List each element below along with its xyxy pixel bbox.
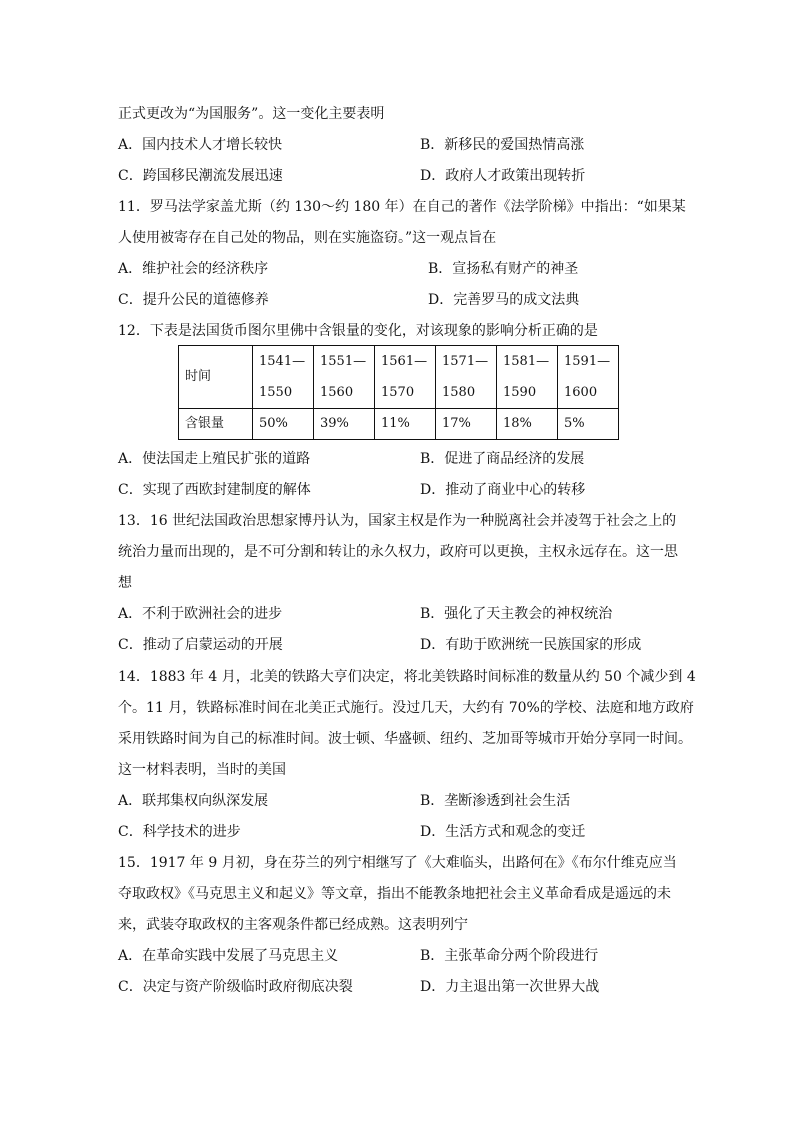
table-header-time: 时间 [179, 346, 253, 409]
q13-stem-line-1: 13．16 世纪法国政治思想家博丹认为，国家主权是作为一种脱离社会并凌驾于社会之上的 [118, 513, 677, 529]
q15-stem-line-1: 15．1917 年 9 月初，身在芬兰的列宁相继写了《大难临头，出路何在》《布尔什维克应当 [118, 855, 677, 871]
q13-option-a: A．不利于欧洲社会的进步 [118, 606, 283, 622]
q11-option-d: D．完善罗马的成文法典 [428, 292, 580, 308]
q11-option-c: C．提升公民的道德修养 [118, 292, 269, 308]
table-cell-silver: 5% [558, 409, 619, 440]
table-cell-silver: 17% [436, 409, 497, 440]
table-cell-period: 1591— 1600 [558, 346, 619, 409]
q14-option-d: D．生活方式和观念的变迁 [420, 824, 586, 840]
q13-option-d: D．有助于欧洲统一民族国家的形成 [420, 637, 642, 653]
q15-option-b: B．主张革命分两个阶段进行 [420, 948, 599, 964]
q11-stem-line-2: 人使用被寄存在自己处的物品，则在实施盗窃。”这一观点旨在 [118, 230, 497, 246]
q14-stem-line-4: 这一材料表明，当时的美国 [118, 762, 286, 778]
q11-option-a: A．维护社会的经济秩序 [118, 261, 269, 277]
q13-stem-line-3: 想 [118, 575, 132, 591]
q14-stem-line-2: 个。11 月，铁路标准时间在北美正式施行。没过几天，大约有 70%的学校、法庭和地方政府 [118, 700, 694, 716]
q10-option-a: A．国内技术人才增长较快 [118, 137, 283, 153]
q12-stem: 12．下表是法国货币图尔里佛中含银量的变化，对该现象的影响分析正确的是 [118, 323, 598, 339]
silver-content-table [178, 345, 619, 440]
table-row-silver [179, 409, 619, 440]
q14-stem-line-1: 14．1883 年 4 月，北美的铁路大亨们决定，将北美铁路时间标准的数量从约 50 个减少到 4 [118, 669, 696, 685]
q11-option-b: B．宣扬私有财产的神圣 [428, 261, 579, 277]
table-row-period [179, 346, 619, 409]
q14-option-b: B．垄断渗透到社会生活 [420, 793, 571, 809]
q15-stem-line-3: 来，武装夺取政权的主客观条件都已经成熟。这表明列宁 [118, 917, 468, 933]
q13-stem-line-2: 统治力量而出现的，是不可分割和转让的永久权力，政府可以更换，主权永远存在。这一思 [118, 544, 678, 560]
table-header-silver: 含银量 [179, 409, 253, 440]
q14-option-a: A．联邦集权向纵深发展 [118, 793, 269, 809]
table-cell-period: 1561— 1570 [375, 346, 436, 409]
q12-option-b: B．促进了商品经济的发展 [420, 451, 585, 467]
table-cell-silver: 39% [314, 409, 375, 440]
q11-stem-line-1: 11．罗马法学家盖尤斯（约 130～约 180 年）在自己的著作《法学阶梯》中指出：“如果某 [118, 199, 686, 215]
q14-option-c: C．科学技术的进步 [118, 824, 241, 840]
q10-option-d: D．政府人才政策出现转折 [420, 168, 586, 184]
q12-option-c: C．实现了西欧封建制度的解体 [118, 482, 311, 498]
q15-option-d: D．力主退出第一次世界大战 [420, 979, 600, 995]
q13-option-c: C．推动了启蒙运动的开展 [118, 637, 283, 653]
table-cell-period: 1541— 1550 [253, 346, 314, 409]
q10-option-b: B．新移民的爱国热情高涨 [420, 137, 585, 153]
q15-stem-line-2: 夺取政权》《马克思主义和起义》等文章，指出不能教条地把社会主义革命看成是遥远的未 [118, 886, 671, 902]
q13-option-b: B．强化了天主教会的神权统治 [420, 606, 613, 622]
table-cell-period: 1581— 1590 [497, 346, 558, 409]
q14-stem-line-3: 采用铁路时间为自己的标准时间。波士顿、华盛顿、纽约、芝加哥等城市开始分享同一时间。 [118, 731, 692, 747]
q12-option-d: D．推动了商业中心的转移 [420, 482, 586, 498]
table-cell-period: 1571— 1580 [436, 346, 497, 409]
q15-option-c: C．决定与资产阶级临时政府彻底决裂 [118, 979, 353, 995]
table-cell-silver: 11% [375, 409, 436, 440]
table-cell-silver: 50% [253, 409, 314, 440]
q15-option-a: A．在革命实践中发展了马克思主义 [118, 948, 339, 964]
q10-option-c: C．跨国移民潮流发展迅速 [118, 168, 283, 184]
table-cell-period: 1551— 1560 [314, 346, 375, 409]
q10-stem-tail: 正式更改为“为国服务”。这一变化主要表明 [118, 106, 385, 122]
table-cell-silver: 18% [497, 409, 558, 440]
q12-option-a: A．使法国走上殖民扩张的道路 [118, 451, 311, 467]
